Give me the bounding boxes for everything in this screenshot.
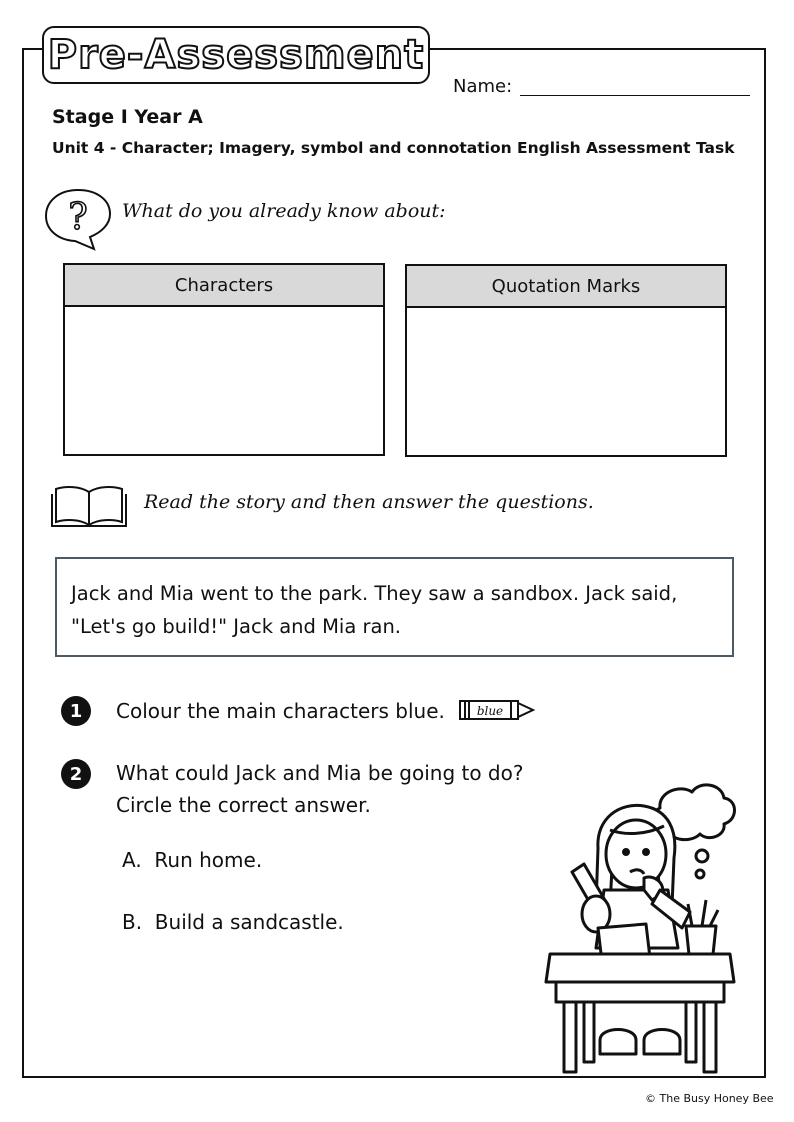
quotation-marks-box-heading: Quotation Marks (407, 266, 725, 308)
story-line-1: Jack and Mia went to the park. They saw a sandbox. Jack said, (71, 582, 678, 605)
question-2-number: 2 (61, 759, 91, 789)
question-1-number: 1 (61, 696, 91, 726)
question-2-line-2: Circle the correct answer. (116, 793, 371, 817)
story-box (55, 557, 734, 657)
read-prompt: Read the story and then answer the questions. (144, 491, 594, 513)
answer-option-b[interactable] (122, 910, 344, 934)
answer-option-a[interactable] (122, 848, 262, 872)
question-2-line-1: What could Jack and Mia be going to do? (116, 761, 524, 785)
story-line-2: "Let's go build!" Jack and Mia ran. (71, 615, 402, 638)
stage-heading: Stage I Year A (52, 106, 203, 128)
unit-heading: Unit 4 - Character; Imagery, symbol and connotation English Assessment Task (52, 139, 735, 157)
quotation-marks-box[interactable] (405, 264, 727, 457)
know-prompt: What do you already know about: (122, 200, 446, 222)
answer-b-letter: B. (122, 910, 143, 934)
name-label: Name: (453, 76, 513, 97)
question-bubble-icon (42, 186, 114, 252)
crayon-icon (459, 698, 537, 722)
question-2-text (116, 757, 523, 821)
crayon-label: blue (476, 704, 504, 718)
page-title: Pre-Assessment (47, 32, 425, 78)
question-1-text: Colour the main characters blue. (116, 699, 445, 723)
answer-a-letter: A. (122, 848, 142, 872)
name-field[interactable] (520, 95, 750, 96)
title-banner (42, 26, 430, 84)
copyright-footer: © The Busy Honey Bee (645, 1092, 774, 1105)
characters-box-heading: Characters (65, 265, 383, 307)
svg-text:?: ? (68, 197, 88, 238)
thinking-girl-illustration (540, 778, 740, 1078)
characters-box[interactable] (63, 263, 385, 456)
answer-b-text: Build a sandcastle. (154, 910, 344, 934)
open-book-icon (50, 484, 128, 528)
answer-a-text: Run home. (154, 848, 263, 872)
